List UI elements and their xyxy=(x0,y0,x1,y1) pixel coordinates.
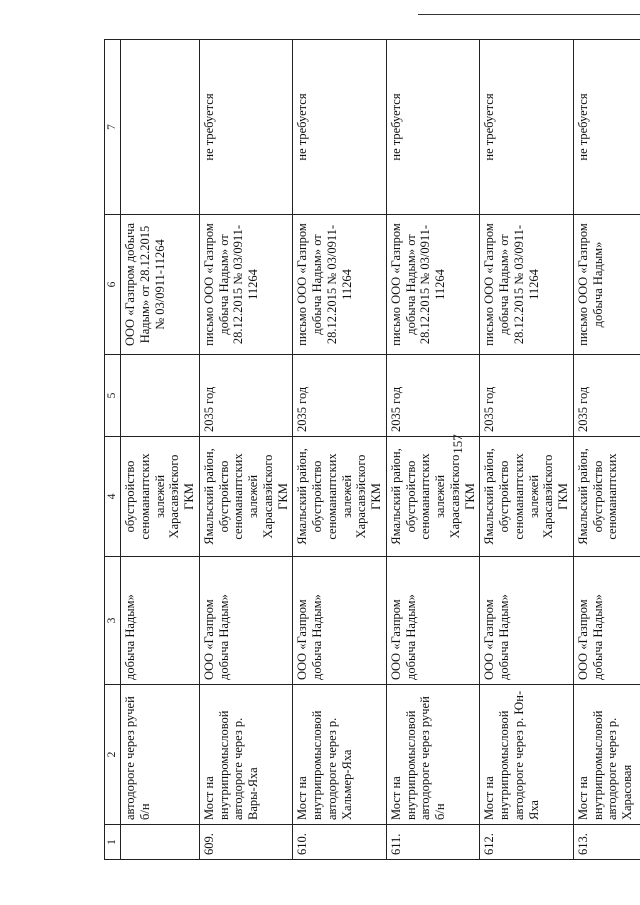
column-number: 4 xyxy=(105,437,121,557)
column-number: 1 xyxy=(105,825,121,860)
row-number xyxy=(121,825,200,860)
location: Ямальский район, обустройство сеноманаптских залежей Харасавэйского ГКМ xyxy=(199,437,293,557)
document-reference: ООО «Газпром добыча Надым» от 28.12.2015 № 03/0911-11264 xyxy=(121,215,200,355)
document-reference: письмо ООО «Газпром добыча Надым» xyxy=(573,215,640,355)
object-name: Мост на внутрипромысловой автодороге через р. Хальмер-Яха xyxy=(293,685,387,825)
object-name: Мост на внутрипромысловой автодороге через р. Вары-Яха xyxy=(199,685,293,825)
column-number: 3 xyxy=(105,557,121,685)
location: обустройство сеноманаптских залежей Харасавэйского ГКМ xyxy=(121,437,200,557)
page-number: 157 xyxy=(450,434,465,454)
row-number: 609. xyxy=(199,825,293,860)
year xyxy=(121,355,200,437)
note xyxy=(121,40,200,215)
document-reference: письмо ООО «Газпром добыча Надым» от 28.12.2015 № 03/0911-11264 xyxy=(199,215,293,355)
year: 2035 год xyxy=(573,355,640,437)
top-rule xyxy=(418,14,640,15)
note: не требуется xyxy=(573,40,640,215)
organization: ООО «Газпром добыча Надым» xyxy=(573,557,640,685)
table-row xyxy=(121,40,200,860)
note: не требуется xyxy=(386,40,480,215)
document-reference: письмо ООО «Газпром добыча Надым» от 28.12.2015 № 03/0911-11264 xyxy=(386,215,480,355)
table-row xyxy=(573,40,640,860)
column-number: 6 xyxy=(105,215,121,355)
location: Ямальский район, обустройство сеноманаптских xyxy=(573,437,640,557)
document-reference: письмо ООО «Газпром добыча Надым» от 28.12.2015 № 03/0911-11264 xyxy=(293,215,387,355)
location: Ямальский район, обустройство сеноманаптских залежей Харасавэйского ГКМ xyxy=(293,437,387,557)
location: Ямальский район, обустройство сеноманаптских залежей Харасавэйского ГКМ xyxy=(386,437,480,557)
organization: ООО «Газпром добыча Надым» xyxy=(199,557,293,685)
location: Ямальский район, обустройство сеноманаптских залежей Харасавэйского ГКМ xyxy=(480,437,574,557)
column-number: 7 xyxy=(105,40,121,215)
column-number: 2 xyxy=(105,685,121,825)
document-reference: письмо ООО «Газпром добыча Надым» от 28.12.2015 № 03/0911-11264 xyxy=(480,215,574,355)
year: 2035 год xyxy=(480,355,574,437)
note: не требуется xyxy=(480,40,574,215)
organization: ООО «Газпром добыча Надым» xyxy=(293,557,387,685)
organization: добыча Надым» xyxy=(121,557,200,685)
note: не требуется xyxy=(199,40,293,215)
object-name: Мост на внутрипромысловой автодороге через р. Юн-Яха xyxy=(480,685,574,825)
organization: ООО «Газпром добыча Надым» xyxy=(386,557,480,685)
register-table xyxy=(104,39,640,860)
column-number-row xyxy=(105,40,121,860)
object-name: Мост на внутрипромысловой автодороге через р. Харасовая xyxy=(573,685,640,825)
column-number: 5 xyxy=(105,355,121,437)
table-row xyxy=(199,40,293,860)
row-number: 612. xyxy=(480,825,574,860)
object-name: Мост на внутрипромысловой автодороге через ручей б/н xyxy=(386,685,480,825)
table-row xyxy=(293,40,387,860)
row-number: 611. xyxy=(386,825,480,860)
object-name: автодороге через ручей б/н xyxy=(121,685,200,825)
rotated-table-frame xyxy=(104,40,634,860)
year: 2035 год xyxy=(293,355,387,437)
table-row xyxy=(480,40,574,860)
row-number: 610. xyxy=(293,825,387,860)
year: 2035 год xyxy=(199,355,293,437)
year: 2035 год xyxy=(386,355,480,437)
row-number: 613. xyxy=(573,825,640,860)
note: не требуется xyxy=(293,40,387,215)
table-row xyxy=(386,40,480,860)
organization: ООО «Газпром добыча Надым» xyxy=(480,557,574,685)
